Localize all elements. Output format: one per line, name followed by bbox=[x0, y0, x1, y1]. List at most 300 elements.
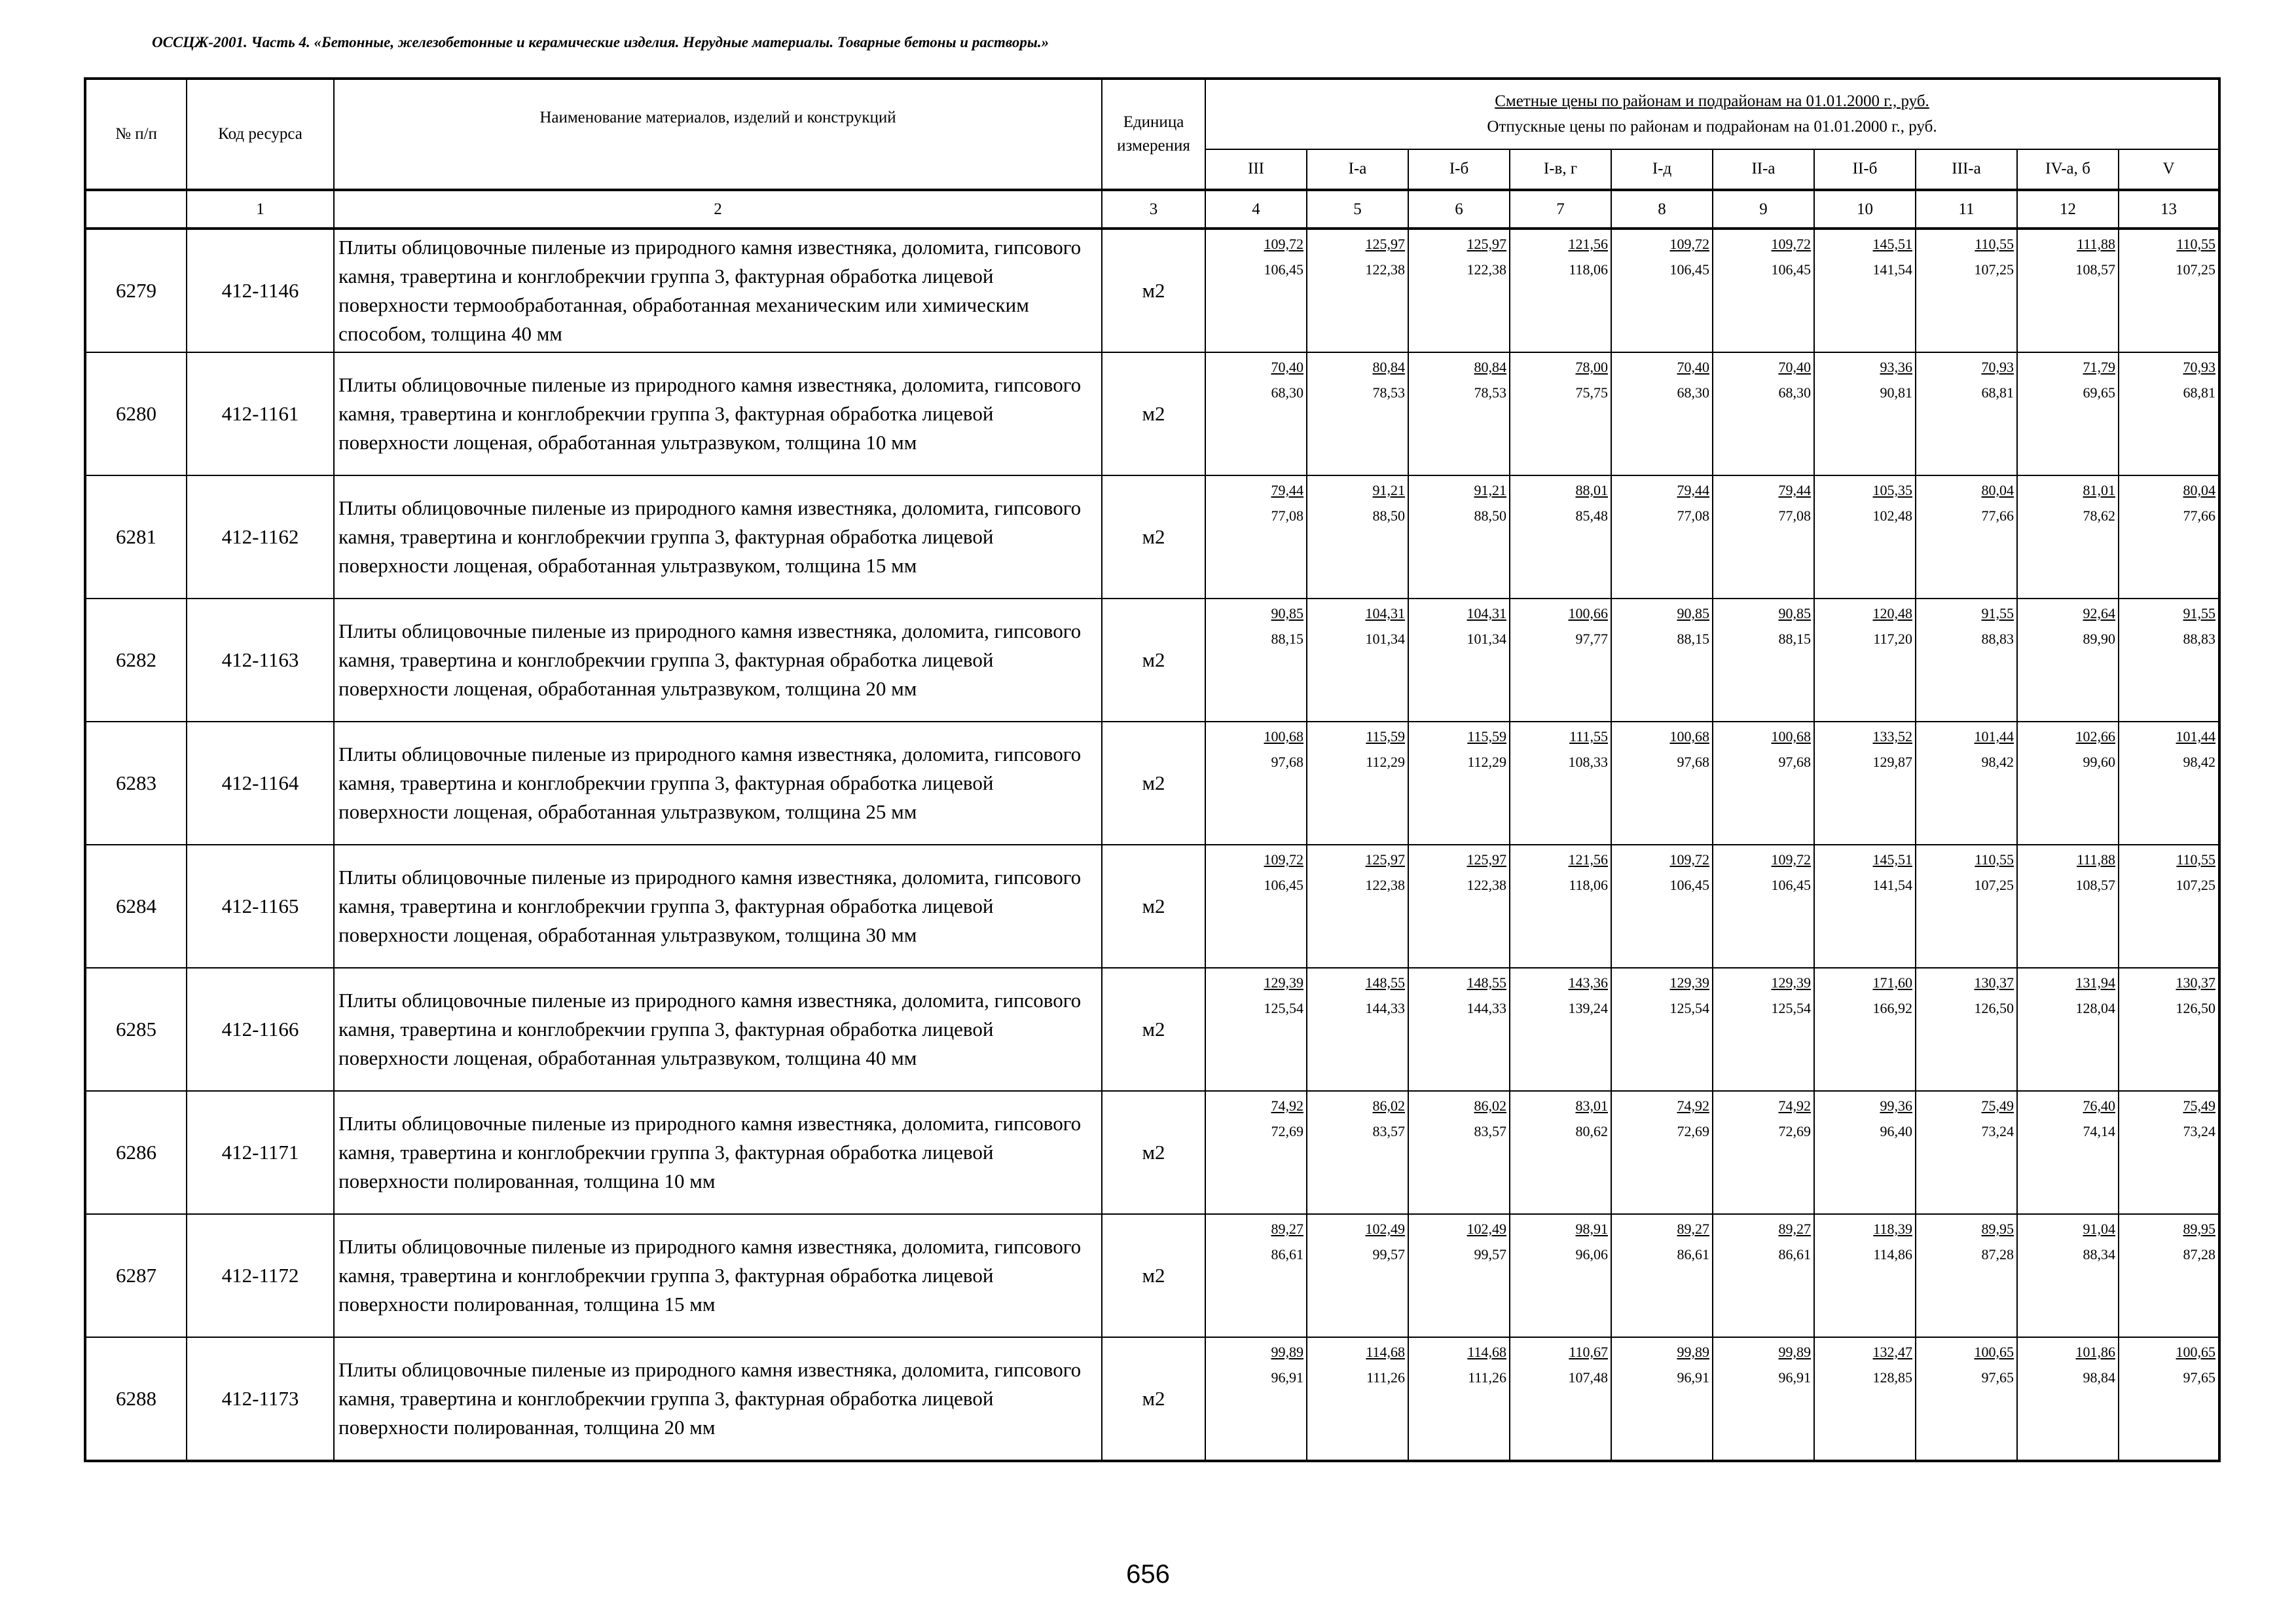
estimate-price: 99,89 bbox=[1778, 1344, 1811, 1360]
estimate-price: 125,97 bbox=[1467, 236, 1506, 252]
price-cell bbox=[1611, 968, 1713, 1091]
unit-of-measure: м2 bbox=[1102, 1214, 1205, 1337]
release-price: 129,87 bbox=[1872, 753, 1912, 770]
release-price: 97,77 bbox=[1575, 630, 1608, 647]
column-number: 1 bbox=[187, 190, 334, 229]
release-price: 122,38 bbox=[1365, 876, 1405, 893]
release-price: 96,06 bbox=[1575, 1246, 1608, 1263]
estimate-price: 110,55 bbox=[2176, 851, 2216, 868]
price-cell bbox=[1408, 599, 1510, 722]
release-price: 68,30 bbox=[1271, 384, 1303, 401]
header-prices bbox=[1205, 79, 2219, 149]
estimate-price: 110,55 bbox=[1975, 851, 2014, 868]
estimate-price: 148,55 bbox=[1467, 974, 1506, 991]
price-cell bbox=[1916, 968, 2017, 1091]
estimate-price: 79,44 bbox=[1271, 482, 1303, 498]
estimate-price: 121,56 bbox=[1568, 236, 1608, 252]
row-number: 6284 bbox=[85, 845, 187, 968]
unit-of-measure: м2 bbox=[1102, 352, 1205, 475]
release-price: 96,91 bbox=[1271, 1369, 1303, 1386]
release-price: 108,33 bbox=[1568, 753, 1608, 770]
release-price: 118,06 bbox=[1569, 876, 1608, 893]
estimate-price: 143,36 bbox=[1568, 974, 1608, 991]
table-row bbox=[85, 599, 2219, 722]
price-cell bbox=[1611, 1091, 1713, 1214]
header-release-prices: Отпускные цены по районам и подрайонам на 01.01.2000 г., руб. bbox=[1487, 117, 1937, 136]
release-price: 108,57 bbox=[2075, 876, 2115, 893]
column-number: 12 bbox=[2017, 190, 2119, 229]
release-price: 122,38 bbox=[1365, 261, 1405, 278]
estimate-price: 83,01 bbox=[1575, 1098, 1608, 1114]
price-cell bbox=[1510, 1214, 1611, 1337]
row-number: 6283 bbox=[85, 722, 187, 845]
release-price: 117,20 bbox=[1873, 630, 1912, 647]
price-cell bbox=[1814, 1091, 1916, 1214]
price-cell bbox=[1510, 1091, 1611, 1214]
header-region: II-б bbox=[1814, 149, 1916, 190]
estimate-price: 78,00 bbox=[1575, 359, 1608, 375]
release-price: 128,04 bbox=[2075, 999, 2115, 1016]
release-price: 87,28 bbox=[1981, 1246, 2014, 1263]
row-number: 6281 bbox=[85, 475, 187, 599]
price-cell bbox=[1408, 352, 1510, 475]
price-cell bbox=[2119, 1214, 2219, 1337]
price-cell bbox=[1814, 845, 1916, 968]
price-cell bbox=[2119, 475, 2219, 599]
price-cell bbox=[1408, 229, 1510, 352]
release-price: 97,65 bbox=[1981, 1369, 2014, 1386]
estimate-price: 101,86 bbox=[2075, 1344, 2115, 1360]
release-price: 77,08 bbox=[1271, 507, 1303, 524]
header-region: I-д bbox=[1611, 149, 1713, 190]
estimate-price: 111,55 bbox=[1569, 728, 1608, 745]
price-cell bbox=[1205, 1337, 1307, 1461]
price-cell bbox=[1916, 1337, 2017, 1461]
release-price: 88,50 bbox=[1474, 507, 1506, 524]
unit-of-measure: м2 bbox=[1102, 722, 1205, 845]
price-cell bbox=[1307, 845, 1408, 968]
column-number: 4 bbox=[1205, 190, 1307, 229]
release-price: 107,48 bbox=[1568, 1369, 1608, 1386]
resource-code: 412-1166 bbox=[187, 968, 334, 1091]
estimate-price: 110,67 bbox=[1569, 1344, 1608, 1360]
estimate-price: 101,44 bbox=[2176, 728, 2216, 745]
price-cell bbox=[1307, 475, 1408, 599]
release-price: 97,68 bbox=[1677, 753, 1709, 770]
estimate-price: 109,72 bbox=[1771, 851, 1811, 868]
price-cell bbox=[1814, 1214, 1916, 1337]
estimate-price: 104,31 bbox=[1365, 605, 1405, 621]
estimate-price: 100,68 bbox=[1669, 728, 1709, 745]
price-cell bbox=[1510, 968, 1611, 1091]
release-price: 96,91 bbox=[1677, 1369, 1709, 1386]
estimate-price: 125,97 bbox=[1365, 236, 1405, 252]
estimate-price: 75,49 bbox=[1981, 1098, 2014, 1114]
estimate-price: 91,21 bbox=[1372, 482, 1405, 498]
price-cell bbox=[1814, 229, 1916, 352]
release-price: 106,45 bbox=[1771, 876, 1811, 893]
estimate-price: 111,88 bbox=[2077, 851, 2115, 868]
column-number: 5 bbox=[1307, 190, 1408, 229]
price-cell bbox=[1713, 1214, 1814, 1337]
release-price: 144,33 bbox=[1365, 999, 1405, 1016]
estimate-price: 102,66 bbox=[2075, 728, 2115, 745]
resource-code: 412-1162 bbox=[187, 475, 334, 599]
table-row bbox=[85, 352, 2219, 475]
material-name: Плиты облицовочные пиленые из природного камня известняка, доломита, гипсового камня, травертина и конглобрекчии группа 3, фактурная обработка лицевой поверхности лощеная, обработанная ультразвуком, толщина 10 мм bbox=[334, 352, 1102, 475]
release-price: 98,42 bbox=[1981, 753, 2014, 770]
price-cell bbox=[1408, 1214, 1510, 1337]
estimate-price: 118,39 bbox=[1873, 1221, 1912, 1237]
material-name: Плиты облицовочные пиленые из природного камня известняка, доломита, гипсового камня, травертина и конглобрекчии группа 3, фактурная обработка лицевой поверхности лощеная, обработанная ультразвуком, толщина 15 мм bbox=[334, 475, 1102, 599]
estimate-price: 125,97 bbox=[1467, 851, 1506, 868]
estimate-price: 71,79 bbox=[2083, 359, 2115, 375]
row-number: 6279 bbox=[85, 229, 187, 352]
release-price: 166,92 bbox=[1872, 999, 1912, 1016]
resource-code: 412-1172 bbox=[187, 1214, 334, 1337]
release-price: 144,33 bbox=[1467, 999, 1506, 1016]
price-cell bbox=[1916, 352, 2017, 475]
estimate-price: 89,27 bbox=[1778, 1221, 1811, 1237]
price-cell bbox=[1713, 722, 1814, 845]
column-number: 2 bbox=[334, 190, 1102, 229]
header-row-num: № п/п bbox=[85, 79, 187, 190]
price-cell bbox=[2017, 722, 2119, 845]
estimate-price: 102,49 bbox=[1467, 1221, 1506, 1237]
release-price: 86,61 bbox=[1778, 1246, 1811, 1263]
release-price: 125,54 bbox=[1669, 999, 1709, 1016]
release-price: 125,54 bbox=[1264, 999, 1303, 1016]
header-region: V bbox=[2119, 149, 2219, 190]
price-cell bbox=[1611, 722, 1713, 845]
row-number: 6286 bbox=[85, 1091, 187, 1214]
estimate-price: 99,89 bbox=[1677, 1344, 1709, 1360]
release-price: 88,15 bbox=[1677, 630, 1709, 647]
price-cell bbox=[1814, 475, 1916, 599]
price-cell bbox=[1916, 722, 2017, 845]
release-price: 77,66 bbox=[2183, 507, 2216, 524]
release-price: 125,54 bbox=[1771, 999, 1811, 1016]
release-price: 112,29 bbox=[1467, 753, 1506, 770]
estimate-price: 100,65 bbox=[2176, 1344, 2216, 1360]
unit-of-measure: м2 bbox=[1102, 1337, 1205, 1461]
release-price: 112,29 bbox=[1366, 753, 1405, 770]
release-price: 118,06 bbox=[1569, 261, 1608, 278]
release-price: 98,42 bbox=[2183, 753, 2216, 770]
price-cell bbox=[1408, 1337, 1510, 1461]
release-price: 97,68 bbox=[1271, 753, 1303, 770]
price-cell bbox=[2017, 352, 2119, 475]
price-cell bbox=[1408, 475, 1510, 599]
estimate-price: 86,02 bbox=[1474, 1098, 1506, 1114]
release-price: 83,57 bbox=[1372, 1122, 1405, 1139]
release-price: 106,45 bbox=[1669, 876, 1709, 893]
unit-of-measure: м2 bbox=[1102, 599, 1205, 722]
price-cell bbox=[1205, 722, 1307, 845]
price-cell bbox=[1814, 599, 1916, 722]
release-price: 89,90 bbox=[2083, 630, 2115, 647]
row-number: 6280 bbox=[85, 352, 187, 475]
release-price: 101,34 bbox=[1467, 630, 1506, 647]
estimate-price: 110,55 bbox=[1975, 236, 2014, 252]
estimate-price: 80,84 bbox=[1372, 359, 1405, 375]
price-cell bbox=[1611, 1214, 1713, 1337]
release-price: 73,24 bbox=[1981, 1122, 2014, 1139]
estimate-price: 129,39 bbox=[1771, 974, 1811, 991]
release-price: 69,65 bbox=[2083, 384, 2115, 401]
release-price: 107,25 bbox=[2176, 876, 2216, 893]
estimate-price: 100,66 bbox=[1568, 605, 1608, 621]
price-cell bbox=[1510, 475, 1611, 599]
unit-of-measure: м2 bbox=[1102, 229, 1205, 352]
resource-code: 412-1161 bbox=[187, 352, 334, 475]
price-cell bbox=[1510, 352, 1611, 475]
estimate-price: 109,72 bbox=[1669, 851, 1709, 868]
price-cell bbox=[1814, 1337, 1916, 1461]
price-cell bbox=[2017, 968, 2119, 1091]
estimate-price: 91,55 bbox=[1981, 605, 2014, 621]
price-cell bbox=[1408, 722, 1510, 845]
estimate-price: 86,02 bbox=[1372, 1098, 1405, 1114]
release-price: 88,83 bbox=[2183, 630, 2216, 647]
column-number: 8 bbox=[1611, 190, 1713, 229]
material-name: Плиты облицовочные пиленые из природного камня известняка, доломита, гипсового камня, травертина и конглобрекчии группа 3, фактурная обработка лицевой поверхности лощеная, обработанная ультразвуком, толщина 40 мм bbox=[334, 968, 1102, 1091]
material-name: Плиты облицовочные пиленые из природного камня известняка, доломита, гипсового камня, травертина и конглобрекчии группа 3, фактурная обработка лицевой поверхности полированная, толщина 20 мм bbox=[334, 1337, 1102, 1461]
price-cell bbox=[1916, 229, 2017, 352]
price-cell bbox=[1611, 845, 1713, 968]
price-cell bbox=[2119, 599, 2219, 722]
header-region: II-а bbox=[1713, 149, 1814, 190]
estimate-price: 130,37 bbox=[2176, 974, 2216, 991]
price-table bbox=[84, 77, 2221, 1462]
release-price: 78,62 bbox=[2083, 507, 2115, 524]
header-region: I-в, г bbox=[1510, 149, 1611, 190]
release-price: 97,68 bbox=[1778, 753, 1811, 770]
estimate-price: 91,21 bbox=[1474, 482, 1506, 498]
release-price: 68,30 bbox=[1677, 384, 1709, 401]
estimate-price: 70,40 bbox=[1271, 359, 1303, 375]
price-cell bbox=[1814, 352, 1916, 475]
price-cell bbox=[1713, 352, 1814, 475]
release-price: 111,26 bbox=[1366, 1369, 1405, 1386]
column-number: 6 bbox=[1408, 190, 1510, 229]
release-price: 107,25 bbox=[1974, 261, 2014, 278]
estimate-price: 114,68 bbox=[1366, 1344, 1405, 1360]
price-cell bbox=[1916, 1091, 2017, 1214]
release-price: 96,91 bbox=[1778, 1369, 1811, 1386]
price-cell bbox=[1205, 1214, 1307, 1337]
price-cell bbox=[1307, 229, 1408, 352]
release-price: 90,81 bbox=[1880, 384, 1912, 401]
release-price: 99,60 bbox=[2083, 753, 2115, 770]
release-price: 83,57 bbox=[1474, 1122, 1506, 1139]
release-price: 78,53 bbox=[1372, 384, 1405, 401]
resource-code: 412-1171 bbox=[187, 1091, 334, 1214]
estimate-price: 99,36 bbox=[1880, 1098, 1912, 1114]
price-cell bbox=[1205, 1091, 1307, 1214]
price-cell bbox=[1205, 352, 1307, 475]
column-number bbox=[85, 190, 187, 229]
price-cell bbox=[1205, 599, 1307, 722]
estimate-price: 131,94 bbox=[2075, 974, 2115, 991]
estimate-price: 109,72 bbox=[1264, 851, 1303, 868]
estimate-price: 111,88 bbox=[2077, 236, 2115, 252]
release-price: 86,61 bbox=[1271, 1246, 1303, 1263]
price-cell bbox=[1713, 1337, 1814, 1461]
estimate-price: 105,35 bbox=[1872, 482, 1912, 498]
price-cell bbox=[1814, 968, 1916, 1091]
estimate-price: 109,72 bbox=[1669, 236, 1709, 252]
price-cell bbox=[2017, 229, 2119, 352]
row-number: 6288 bbox=[85, 1337, 187, 1461]
release-price: 85,48 bbox=[1575, 507, 1608, 524]
header-region: IV-а, б bbox=[2017, 149, 2119, 190]
estimate-price: 79,44 bbox=[1778, 482, 1811, 498]
price-cell bbox=[2119, 845, 2219, 968]
price-cell bbox=[1916, 475, 2017, 599]
release-price: 77,08 bbox=[1778, 507, 1811, 524]
material-name: Плиты облицовочные пиленые из природного камня известняка, доломита, гипсового камня, травертина и конглобрекчии группа 3, фактурная обработка лицевой поверхности лощеная, обработанная ультразвуком, толщина 30 мм bbox=[334, 845, 1102, 968]
release-price: 74,14 bbox=[2083, 1122, 2115, 1139]
header-resource-code: Код ресурса bbox=[187, 79, 334, 190]
price-cell bbox=[1916, 845, 2017, 968]
estimate-price: 129,39 bbox=[1669, 974, 1709, 991]
material-name: Плиты облицовочные пиленые из природного камня известняка, доломита, гипсового камня, травертина и конглобрекчии группа 3, фактурная обработка лицевой поверхности лощеная, обработанная ультразвуком, толщина 25 мм bbox=[334, 722, 1102, 845]
unit-of-measure: м2 bbox=[1102, 968, 1205, 1091]
price-cell bbox=[1205, 229, 1307, 352]
release-price: 102,48 bbox=[1872, 507, 1912, 524]
estimate-price: 98,91 bbox=[1575, 1221, 1608, 1237]
estimate-price: 90,85 bbox=[1271, 605, 1303, 621]
release-price: 75,75 bbox=[1575, 384, 1608, 401]
estimate-price: 133,52 bbox=[1872, 728, 1912, 745]
table-row bbox=[85, 1214, 2219, 1337]
estimate-price: 81,01 bbox=[2083, 482, 2115, 498]
price-cell bbox=[1611, 1337, 1713, 1461]
price-cell bbox=[1205, 845, 1307, 968]
resource-code: 412-1165 bbox=[187, 845, 334, 968]
unit-of-measure: м2 bbox=[1102, 475, 1205, 599]
release-price: 88,50 bbox=[1372, 507, 1405, 524]
release-price: 141,54 bbox=[1872, 876, 1912, 893]
release-price: 122,38 bbox=[1467, 261, 1506, 278]
estimate-price: 91,55 bbox=[2183, 605, 2216, 621]
price-cell bbox=[2017, 1214, 2119, 1337]
estimate-price: 101,44 bbox=[1974, 728, 2014, 745]
price-cell bbox=[1307, 1337, 1408, 1461]
estimate-price: 70,93 bbox=[2183, 359, 2216, 375]
price-cell bbox=[2017, 1091, 2119, 1214]
release-price: 72,69 bbox=[1271, 1122, 1303, 1139]
release-price: 106,45 bbox=[1264, 876, 1303, 893]
estimate-price: 115,59 bbox=[1366, 728, 1405, 745]
price-cell bbox=[2119, 1091, 2219, 1214]
price-cell bbox=[1611, 599, 1713, 722]
price-cell bbox=[1510, 722, 1611, 845]
release-price: 68,81 bbox=[2183, 384, 2216, 401]
price-cell bbox=[1408, 968, 1510, 1091]
price-cell bbox=[1307, 1214, 1408, 1337]
release-price: 80,62 bbox=[1575, 1122, 1608, 1139]
release-price: 141,54 bbox=[1872, 261, 1912, 278]
price-cell bbox=[1307, 968, 1408, 1091]
resource-code: 412-1173 bbox=[187, 1337, 334, 1461]
release-price: 126,50 bbox=[2176, 999, 2216, 1016]
price-cell bbox=[1307, 1091, 1408, 1214]
estimate-price: 89,95 bbox=[2183, 1221, 2216, 1237]
header-region: I-б bbox=[1408, 149, 1510, 190]
release-price: 99,57 bbox=[1372, 1246, 1405, 1263]
estimate-price: 74,92 bbox=[1271, 1098, 1303, 1114]
estimate-price: 89,95 bbox=[1981, 1221, 2014, 1237]
release-price: 99,57 bbox=[1474, 1246, 1506, 1263]
estimate-price: 109,72 bbox=[1771, 236, 1811, 252]
price-cell bbox=[1408, 1091, 1510, 1214]
release-price: 72,69 bbox=[1677, 1122, 1709, 1139]
header-region: III bbox=[1205, 149, 1307, 190]
release-price: 107,25 bbox=[1974, 876, 2014, 893]
estimate-price: 109,72 bbox=[1264, 236, 1303, 252]
release-price: 122,38 bbox=[1467, 876, 1506, 893]
price-cell bbox=[2119, 968, 2219, 1091]
header-unit: Единица измерения bbox=[1102, 79, 1205, 190]
estimate-price: 80,04 bbox=[1981, 482, 2014, 498]
header-name: Наименование материалов, изделий и конструкций bbox=[334, 79, 1102, 190]
release-price: 78,53 bbox=[1474, 384, 1506, 401]
row-number: 6287 bbox=[85, 1214, 187, 1337]
release-price: 106,45 bbox=[1771, 261, 1811, 278]
release-price: 97,65 bbox=[2183, 1369, 2216, 1386]
estimate-price: 99,89 bbox=[1271, 1344, 1303, 1360]
price-cell bbox=[1713, 229, 1814, 352]
estimate-price: 100,65 bbox=[1974, 1344, 2014, 1360]
estimate-price: 70,40 bbox=[1677, 359, 1709, 375]
estimate-price: 148,55 bbox=[1365, 974, 1405, 991]
release-price: 68,30 bbox=[1778, 384, 1811, 401]
row-number: 6285 bbox=[85, 968, 187, 1091]
estimate-price: 145,51 bbox=[1872, 851, 1912, 868]
estimate-price: 92,64 bbox=[2083, 605, 2115, 621]
document-header: ОССЦЖ-2001. Часть 4. «Бетонные, железобетонные и керамические изделия. Нерудные материалы. Товарные бетоны и растворы.» bbox=[152, 34, 1049, 50]
release-price: 73,24 bbox=[2183, 1122, 2216, 1139]
estimate-price: 129,39 bbox=[1264, 974, 1303, 991]
column-number: 7 bbox=[1510, 190, 1611, 229]
page-number: 656 bbox=[1126, 1560, 1170, 1589]
release-price: 114,86 bbox=[1873, 1246, 1912, 1263]
estimate-price: 115,59 bbox=[1467, 728, 1506, 745]
estimate-price: 74,92 bbox=[1677, 1098, 1709, 1114]
price-cell bbox=[1713, 1091, 1814, 1214]
material-name: Плиты облицовочные пиленые из природного камня известняка, доломита, гипсового камня, травертина и конглобрекчии группа 3, фактурная обработка лицевой поверхности полированная, толщина 10 мм bbox=[334, 1091, 1102, 1214]
release-price: 106,45 bbox=[1669, 261, 1709, 278]
estimate-price: 125,97 bbox=[1365, 851, 1405, 868]
release-price: 96,40 bbox=[1880, 1122, 1912, 1139]
release-price: 86,61 bbox=[1677, 1246, 1709, 1263]
estimate-price: 89,27 bbox=[1271, 1221, 1303, 1237]
resource-code: 412-1163 bbox=[187, 599, 334, 722]
estimate-price: 110,55 bbox=[2176, 236, 2216, 252]
estimate-price: 130,37 bbox=[1974, 974, 2014, 991]
price-cell bbox=[2119, 1337, 2219, 1461]
estimate-price: 91,04 bbox=[2083, 1221, 2115, 1237]
table-row bbox=[85, 475, 2219, 599]
material-name: Плиты облицовочные пиленые из природного камня известняка, доломита, гипсового камня, травертина и конглобрекчии группа 3, фактурная обработка лицевой поверхности термообработанная, обработанная механическим или химическим способом, толщина 40 мм bbox=[334, 229, 1102, 352]
release-price: 139,24 bbox=[1568, 999, 1608, 1016]
table-row bbox=[85, 1091, 2219, 1214]
price-cell bbox=[1510, 599, 1611, 722]
price-cell bbox=[1307, 599, 1408, 722]
estimate-price: 100,68 bbox=[1264, 728, 1303, 745]
